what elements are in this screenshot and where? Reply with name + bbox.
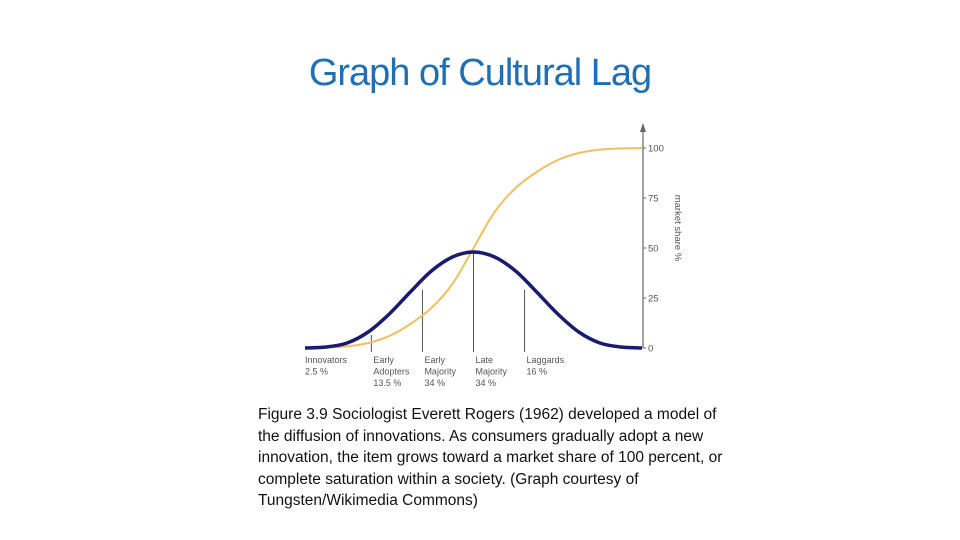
category-name-label: Majority bbox=[475, 366, 508, 377]
category-labels bbox=[305, 355, 565, 388]
y-tick-label: 25 bbox=[648, 293, 659, 305]
y-axis-arrow bbox=[640, 123, 646, 132]
y-axis-title: market share % bbox=[672, 194, 683, 262]
y-tick-label: 50 bbox=[648, 243, 659, 255]
category-name-label: Early bbox=[424, 355, 445, 365]
category-name-label: Adopters bbox=[373, 366, 410, 377]
category-share-label: 2.5 % bbox=[305, 366, 329, 377]
category-share-label: 34 % bbox=[475, 378, 497, 388]
category-name-label: Early bbox=[373, 355, 394, 365]
diffusion-chart bbox=[290, 118, 690, 398]
category-share-label: 13.5 % bbox=[373, 378, 402, 388]
category-name-label: Laggards bbox=[526, 355, 565, 365]
figure-caption: Figure 3.9 Sociologist Everett Rogers (1962) developed a model of the diffusion of innovations. As consumers gradually adopt a new innovation, the item grows toward a market share of 100 percent, or complete saturation within a society. (Graph courtesy of Tungsten/Wikimedia Commons) bbox=[258, 406, 723, 509]
y-tick-label: 75 bbox=[648, 193, 659, 205]
category-name-label: Late bbox=[475, 355, 494, 365]
y-axis-ticks bbox=[643, 144, 664, 355]
category-share-label: 16 % bbox=[526, 366, 548, 377]
category-name-label: Majority bbox=[424, 366, 456, 377]
category-dividers bbox=[371, 252, 524, 352]
category-share-label: 34 % bbox=[424, 378, 445, 388]
slide-title: Graph of Cultural Lag bbox=[308, 52, 652, 94]
y-tick-label: 0 bbox=[648, 343, 654, 355]
y-tick-label: 100 bbox=[648, 143, 664, 155]
category-name-label: Innovators bbox=[305, 355, 348, 365]
